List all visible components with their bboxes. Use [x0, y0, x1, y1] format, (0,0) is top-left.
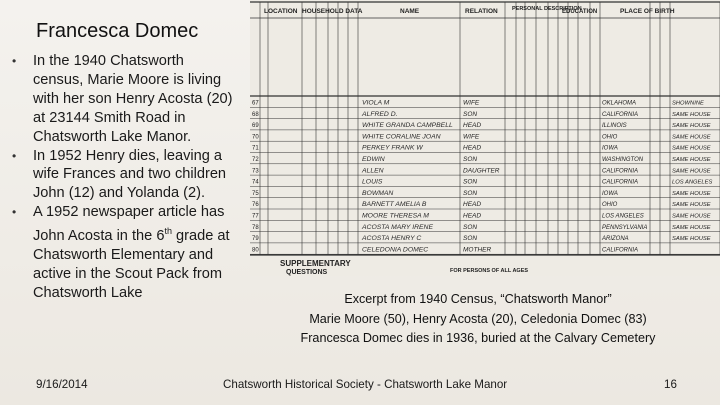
census-name: ALLEN	[362, 167, 384, 175]
slide-title: Francesca Domec	[36, 20, 199, 42]
census-relation: HEAD	[463, 144, 482, 152]
bullet-text	[33, 204, 230, 300]
header-supplementary-2: QUESTIONS	[286, 269, 328, 276]
census-residence: SAME HOUSE	[672, 111, 711, 118]
census-relation: WIFE	[463, 99, 480, 107]
census-name: ACOSTA HENRY C	[362, 235, 422, 243]
census-birthplace: CALIFORNIA	[602, 111, 639, 118]
census-birthplace: PENNSYLVANIA	[602, 224, 648, 231]
census-relation: DAUGHTER	[463, 167, 500, 175]
row-number: 76	[252, 202, 259, 209]
census-residence: SHOWNINE	[672, 100, 704, 107]
census-birthplace: IOWA	[602, 145, 618, 152]
header-name: NAME	[400, 8, 420, 15]
census-relation: SON	[463, 156, 478, 163]
census-sheet	[250, 0, 720, 276]
row-number: 69	[252, 123, 259, 130]
census-name: ACOSTA MARY IRENE	[362, 223, 434, 231]
image-caption	[268, 290, 688, 349]
census-relation: SON	[463, 178, 478, 186]
bullet-text: In 1952 Henry dies, leaving a wife Frances and two children John (12) and Yolanda (2).	[33, 147, 227, 202]
census-residence: SAME HOUSE	[672, 168, 711, 175]
bullet-marker: •	[12, 205, 17, 220]
census-excerpt-image	[250, 0, 720, 276]
census-name: BARNETT AMELIA B	[362, 201, 427, 209]
census-relation: SON	[463, 110, 478, 118]
bullet-item	[12, 147, 234, 204]
census-relation: HEAD	[463, 122, 482, 130]
ordinal-suffix: th	[164, 226, 172, 237]
census-relation: MOTHER	[463, 246, 492, 254]
census-birthplace: CALIFORNIA	[602, 247, 639, 254]
census-relation: SON	[463, 189, 478, 197]
census-residence: SAME HOUSE	[672, 123, 711, 130]
census-residence: SAME HOUSE	[672, 202, 711, 209]
census-birthplace: IOWA	[602, 190, 618, 197]
header-birth: PLACE OF BIRTH	[620, 8, 675, 15]
row-number: 80	[252, 247, 259, 254]
census-residence: SAME HOUSE	[672, 145, 711, 152]
census-residence: LOS ANGELES	[672, 179, 713, 186]
footer-title: Chatsworth Historical Society - Chatsworth Lake Manor	[223, 378, 508, 391]
row-number: 78	[252, 224, 259, 231]
census-residence: SAME HOUSE	[672, 134, 711, 141]
header-personal: PERSONAL DESCRIPTION	[512, 6, 582, 12]
census-residence: SAME HOUSE	[672, 157, 711, 163]
bullet-marker: •	[12, 54, 17, 68]
census-name: WHITE CORALINE JOAN	[362, 133, 441, 141]
census-birthplace: OHIO	[602, 202, 618, 209]
census-birthplace: LOS ANGELES	[602, 213, 644, 220]
row-number: 72	[252, 157, 259, 163]
footer-date: 9/16/2014	[36, 378, 88, 391]
row-number: 77	[252, 213, 259, 220]
census-relation: HEAD	[463, 201, 482, 209]
census-name: WHITE GRANDA CAMPBELL	[362, 122, 453, 130]
bullet-item	[12, 203, 234, 302]
row-number: 68	[252, 111, 259, 118]
bullet-text-part: A 1952 newspaper article has John Acosta in the 6	[33, 204, 225, 245]
census-name: MOORE THERESA M	[362, 212, 429, 220]
census-residence: SAME HOUSE	[672, 190, 711, 197]
census-name: PERKEY FRANK W	[362, 144, 423, 152]
census-residence: SAME HOUSE	[672, 213, 711, 220]
census-birthplace: CALIFORNIA	[602, 179, 639, 186]
census-relation: SON	[463, 223, 478, 231]
census-birthplace: WASHINGTON	[602, 157, 644, 163]
census-name: VIOLA M	[362, 99, 390, 107]
caption-line: Excerpt from 1940 Census, “Chatsworth Manor”	[344, 292, 612, 306]
census-relation: SON	[463, 235, 478, 243]
row-number: 79	[252, 236, 259, 243]
census-birthplace: CALIFORNIA	[602, 168, 639, 175]
slide-number: 16	[664, 378, 677, 391]
census-name: LOUIS	[362, 178, 383, 186]
census-name: ALFRED D.	[362, 110, 398, 118]
header-location: LOCATION	[264, 8, 298, 15]
row-number: 73	[252, 168, 259, 175]
census-name: BOWMAN	[362, 189, 394, 197]
row-number: 70	[252, 134, 259, 141]
header-footnote: FOR PERSONS OF ALL AGES	[450, 268, 529, 274]
census-name: CELEDONIA DOMEC	[362, 246, 429, 254]
bullet-list	[12, 52, 234, 303]
header-education: EDUCATION	[562, 9, 598, 15]
bullet-marker: •	[12, 148, 17, 163]
row-number: 67	[252, 100, 259, 107]
header-supplementary: SUPPLEMENTARY	[280, 259, 351, 268]
census-birthplace: OHIO	[602, 134, 618, 141]
caption-line: Francesca Domec dies in 1936, buried at the Calvary Cemetery	[300, 331, 656, 345]
header-relation: RELATION	[465, 8, 498, 15]
census-relation: WIFE	[463, 133, 480, 141]
caption-line: Marie Moore (50), Henry Acosta (20), Celedonia Domec (83)	[309, 311, 647, 326]
census-birthplace: ILLINOIS	[602, 123, 627, 130]
header-household: HOUSEHOLD DATA	[302, 8, 363, 15]
census-residence: SAME HOUSE	[672, 224, 711, 231]
census-relation: HEAD	[463, 212, 482, 220]
census-name: EDWIN	[362, 156, 385, 163]
census-birthplace: ARIZONA	[602, 236, 629, 243]
row-number: 71	[252, 145, 259, 152]
census-birthplace: OKLAHOMA	[602, 100, 637, 107]
bullet-text: In the 1940 Chatsworth census, Marie Moore is living with her son Henry Acosta (20) at 23144 Smith Road in Chatsworth Lake Manor.	[33, 53, 233, 145]
census-residence: SAME HOUSE	[672, 236, 711, 243]
bullet-text-part: grade at Chatsworth Elementary and active in the Scout Pack from Chatsworth Lake	[33, 228, 230, 301]
row-number: 74	[252, 179, 259, 186]
bullet-item	[12, 52, 234, 147]
row-number: 75	[252, 190, 259, 197]
